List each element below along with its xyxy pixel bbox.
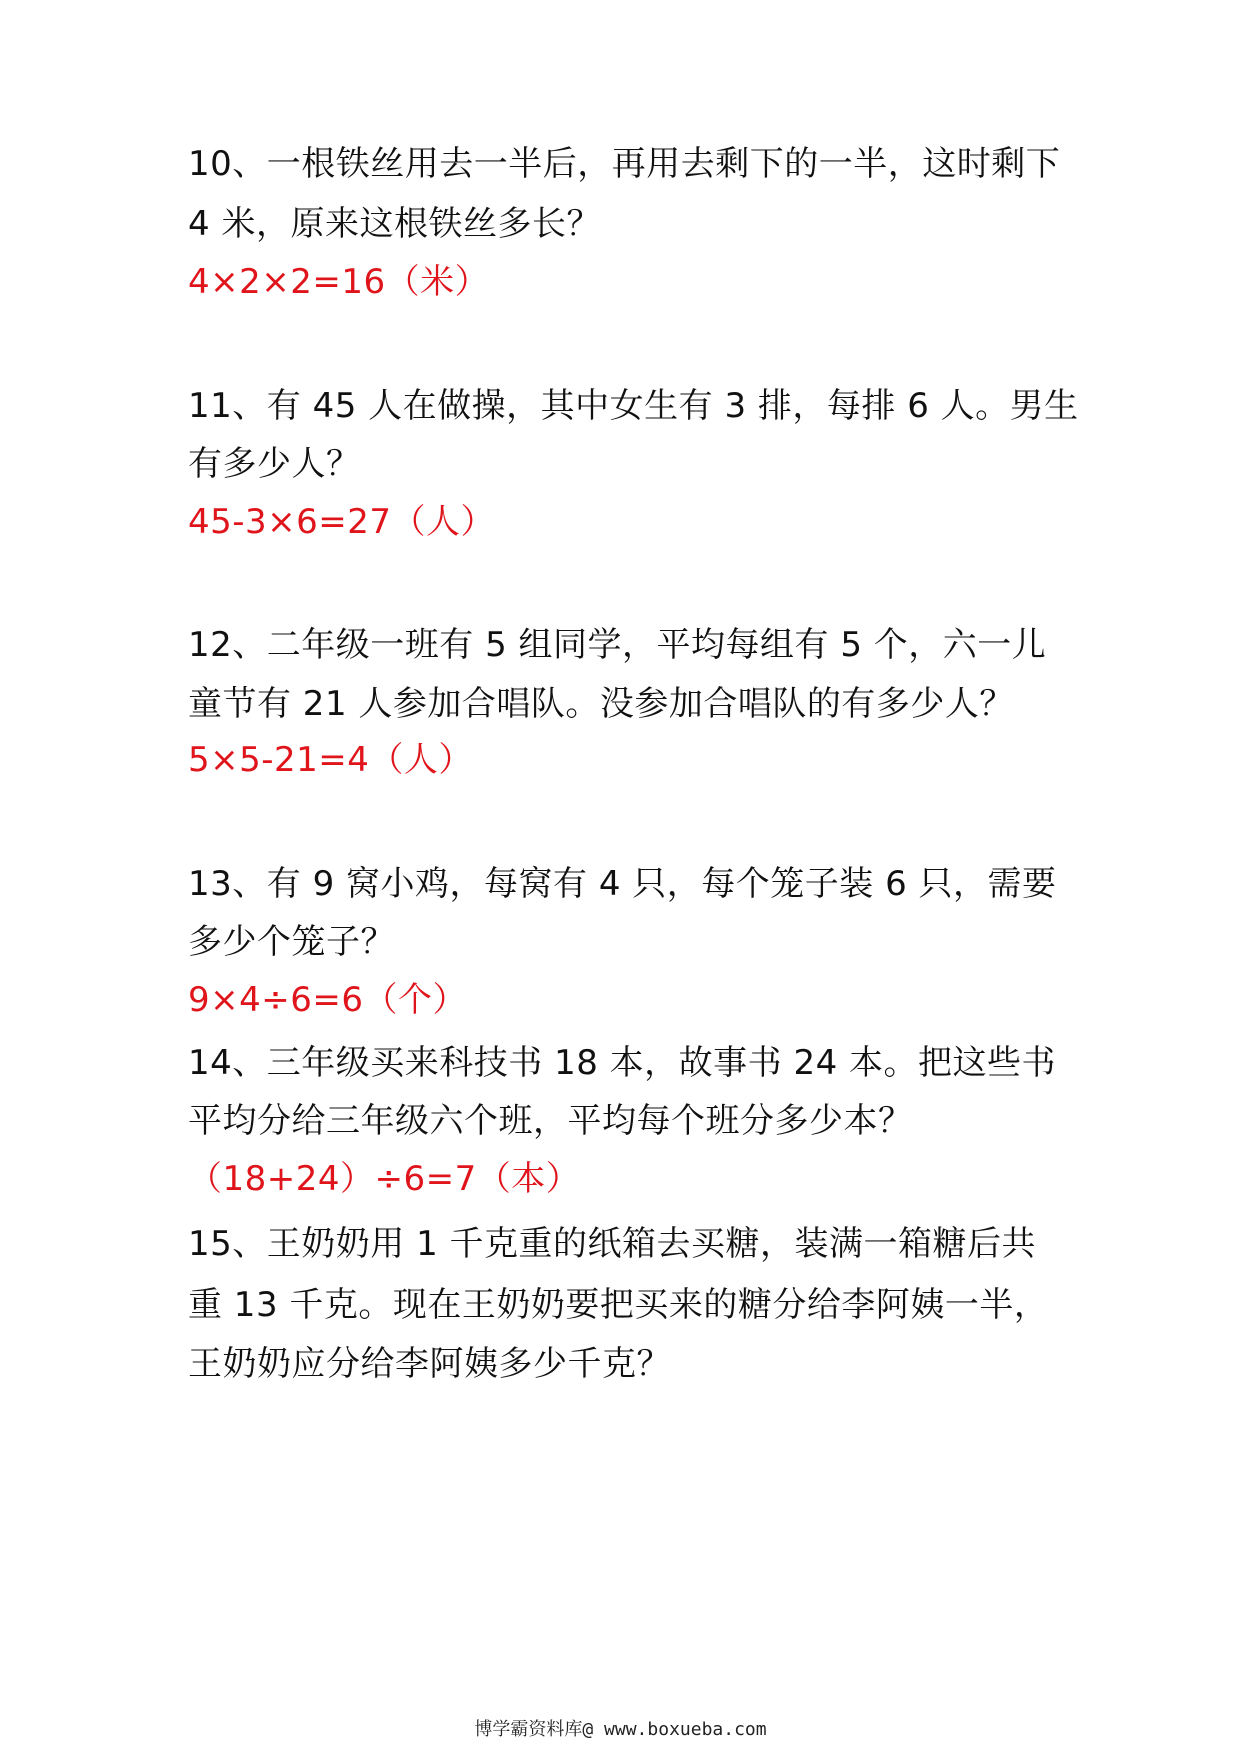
problem-11-line-2: 有多少人？ [188, 444, 361, 484]
problem-12-answer: 5×5-21=4（人） [188, 740, 473, 780]
problem-11-answer: 45-3×6=27（人） [188, 502, 496, 542]
problem-12-line-1: 12、二年级一班有 5 组同学，平均每组有 5 个，六一儿 [188, 625, 1047, 665]
problem-13-line-1: 13、有 9 窝小鸡，每窝有 4 只，每个笼子装 6 只，需要 [188, 864, 1057, 904]
problem-14-line-2: 平均分给三年级六个班，平均每个班分多少本？ [188, 1101, 913, 1141]
problem-14-answer: （18+24）÷6=7（本） [188, 1159, 581, 1199]
footer-watermark: 博学霸资料库@ www.boxueba.com [474, 1719, 767, 1740]
problem-10-line-2: 4 米，原来这根铁丝多长？ [188, 204, 601, 244]
problem-14-line-1: 14、三年级买来科技书 18 本，故事书 24 本。把这些书 [188, 1043, 1057, 1083]
problem-12-line-2: 童节有 21 人参加合唱队。没参加合唱队的有多少人？ [188, 684, 1014, 724]
problem-15-line-3: 王奶奶应分给李阿姨多少千克？ [188, 1344, 671, 1384]
problem-10-answer: 4×2×2=16（米） [188, 262, 490, 302]
problem-11-line-1: 11、有 45 人在做操，其中女生有 3 排，每排 6 人。男生 [188, 386, 1079, 426]
problem-13-line-2: 多少个笼子？ [188, 922, 395, 962]
problem-15-line-2: 重 13 千克。现在王奶奶要把买来的糖分给李阿姨一半， [188, 1285, 1049, 1325]
problem-15-line-1: 15、王奶奶用 1 千克重的纸箱去买糖，装满一箱糖后共 [188, 1224, 1037, 1264]
problem-13-answer: 9×4÷6=6（个） [188, 980, 467, 1020]
problem-10-line-1: 10、一根铁丝用去一半后，再用去剩下的一半，这时剩下 [188, 144, 1061, 184]
